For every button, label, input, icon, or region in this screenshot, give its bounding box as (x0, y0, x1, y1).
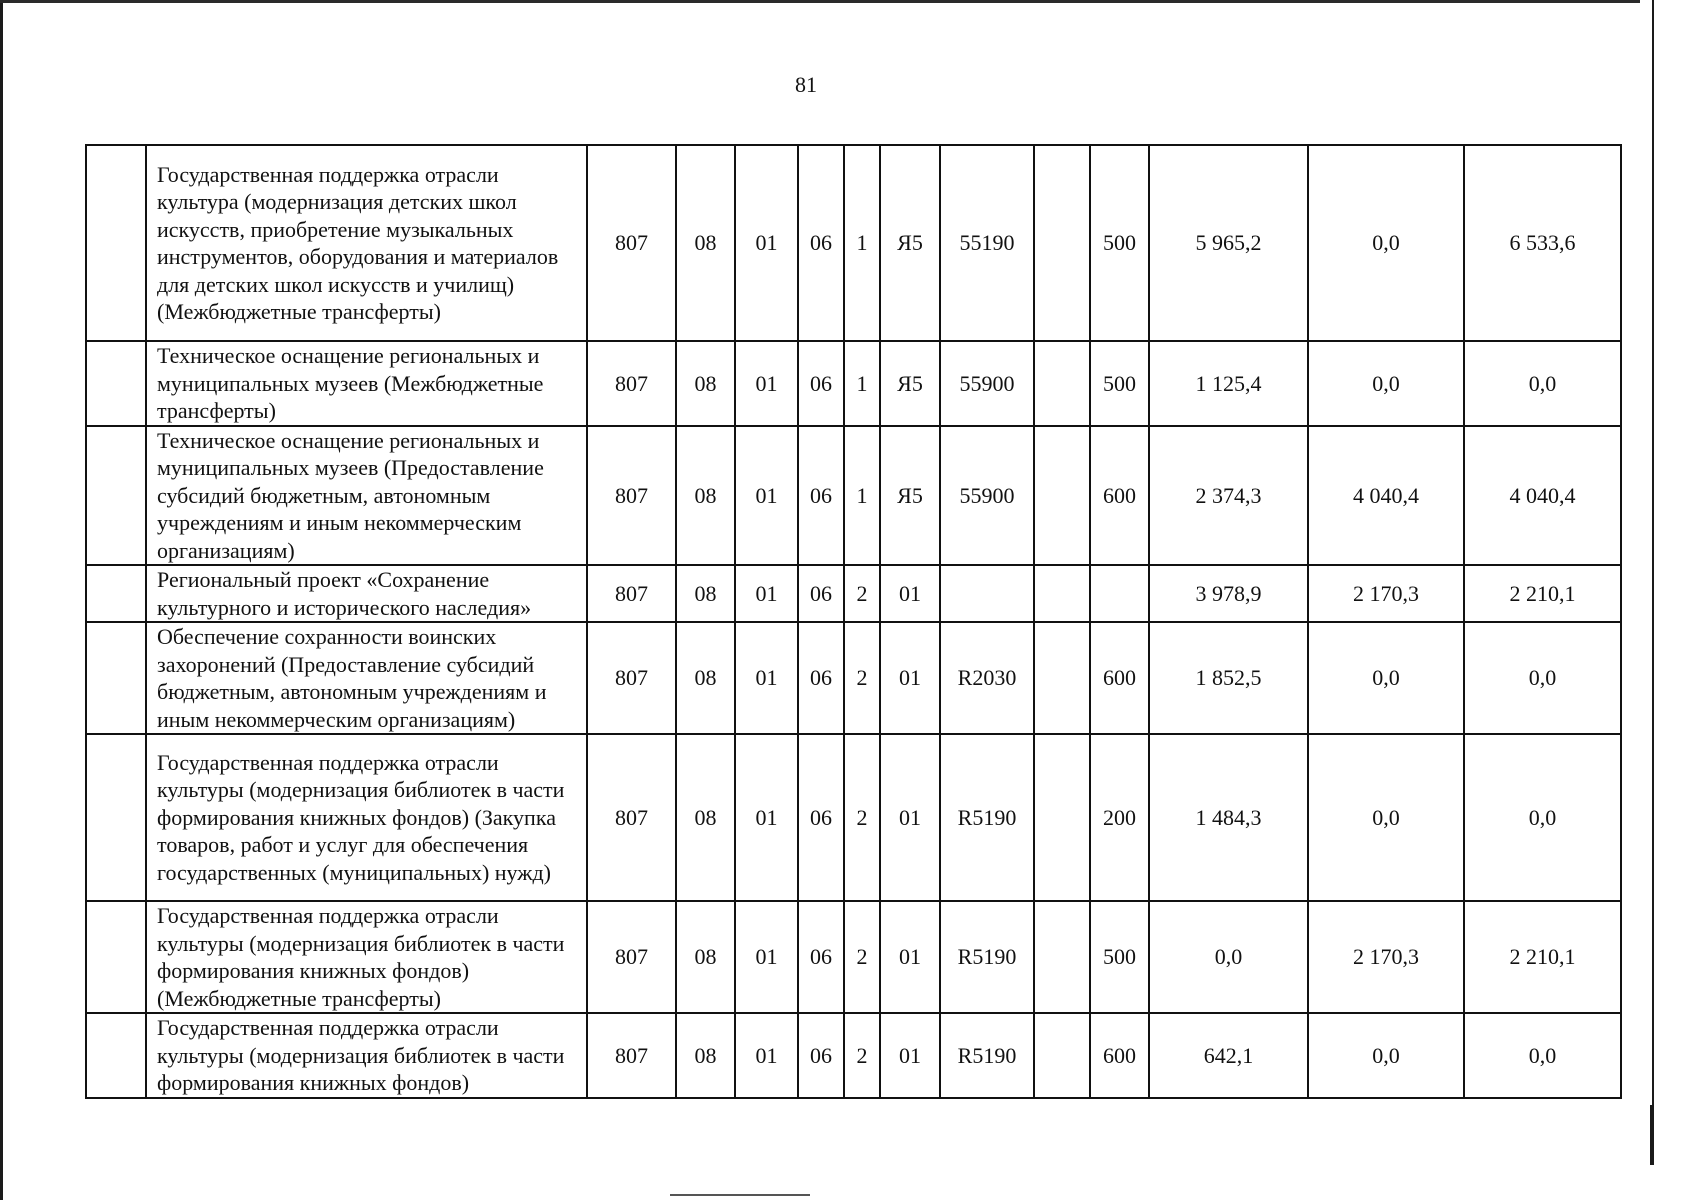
code-cell: 1 (844, 145, 880, 341)
code-cell: 06 (798, 1013, 844, 1098)
code-cell: 06 (798, 565, 844, 622)
code-cell: 2 (844, 622, 880, 734)
row-index-cell (86, 341, 146, 426)
code-cell: 01 (735, 901, 798, 1013)
code-cell (1034, 734, 1090, 901)
code-cell (1034, 426, 1090, 566)
expense-type-cell: 500 (1090, 341, 1149, 426)
code-cell (1034, 622, 1090, 734)
code-cell: 2 (844, 901, 880, 1013)
scan-tick-right (1650, 1105, 1652, 1165)
code-cell: Я5 (880, 341, 940, 426)
amount-cell: 0,0 (1464, 1013, 1621, 1098)
expense-type-cell: 600 (1090, 1013, 1149, 1098)
code-cell: 807 (587, 426, 676, 566)
row-index-cell (86, 734, 146, 901)
code-cell: 06 (798, 145, 844, 341)
table-row (86, 145, 1621, 341)
code-cell (940, 565, 1034, 622)
code-cell: 08 (676, 734, 735, 901)
table-row (86, 565, 1621, 622)
table-body (86, 145, 1621, 1098)
table-row (86, 1013, 1621, 1098)
amount-cell: 0,0 (1308, 145, 1464, 341)
code-cell: 01 (880, 622, 940, 734)
amount-cell: 1 125,4 (1149, 341, 1308, 426)
scan-bottom-mark (670, 1194, 810, 1196)
code-cell: 06 (798, 426, 844, 566)
table-row (86, 341, 1621, 426)
code-cell: 1 (844, 341, 880, 426)
scan-border-right (1652, 0, 1654, 1165)
code-cell: 807 (587, 622, 676, 734)
code-cell (1034, 565, 1090, 622)
code-cell: 807 (587, 145, 676, 341)
expense-type-cell: 500 (1090, 901, 1149, 1013)
code-cell: R5190 (940, 734, 1034, 901)
amount-cell: 0,0 (1308, 734, 1464, 901)
code-cell: 807 (587, 1013, 676, 1098)
code-cell: 55190 (940, 145, 1034, 341)
amount-cell: 0,0 (1464, 734, 1621, 901)
expense-type-cell: 200 (1090, 734, 1149, 901)
code-cell: 08 (676, 145, 735, 341)
amount-cell: 0,0 (1308, 1013, 1464, 1098)
description-cell: Государственная поддержка отрасли культуры (модернизация библиотек в части формирования книжных фондов) (Закупка товаров, работ и услуг для обеспечения государственных (муниципальных) нужд) (146, 734, 587, 901)
table-row (86, 901, 1621, 1013)
amount-cell: 1 852,5 (1149, 622, 1308, 734)
code-cell: 01 (735, 1013, 798, 1098)
code-cell (1034, 145, 1090, 341)
code-cell: 06 (798, 734, 844, 901)
code-cell: 01 (880, 734, 940, 901)
code-cell: 01 (735, 145, 798, 341)
code-cell: 01 (880, 901, 940, 1013)
amount-cell: 642,1 (1149, 1013, 1308, 1098)
description-cell: Государственная поддержка отрасли культура (модернизация детских школ искусств, приобретение музыкальных инструментов, оборудования и материалов для детских школ искусств и училищ) (Межбюджетные трансферты) (146, 145, 587, 341)
row-index-cell (86, 901, 146, 1013)
amount-cell: 0,0 (1149, 901, 1308, 1013)
description-cell: Обеспечение сохранности воинских захоронений (Предоставление субсидий бюджетным, автономным учреждениям и иным некоммерческим организациям) (146, 622, 587, 734)
amount-cell: 5 965,2 (1149, 145, 1308, 341)
row-index-cell (86, 1013, 146, 1098)
code-cell (1034, 1013, 1090, 1098)
code-cell: Я5 (880, 145, 940, 341)
code-cell: 807 (587, 734, 676, 901)
code-cell: R2030 (940, 622, 1034, 734)
description-cell: Государственная поддержка отрасли культуры (модернизация библиотек в части формирования книжных фондов) (Межбюджетные трансферты) (146, 901, 587, 1013)
code-cell (1034, 901, 1090, 1013)
amount-cell: 0,0 (1308, 622, 1464, 734)
description-cell: Техническое оснащение региональных и муниципальных музеев (Предоставление субсидий бюджетным, автономным учреждениям и иным некоммерческим организациям) (146, 426, 587, 566)
description-cell: Региональный проект «Сохранение культурного и исторического наследия» (146, 565, 587, 622)
table-row (86, 426, 1621, 566)
amount-cell: 2 170,3 (1308, 901, 1464, 1013)
amount-cell: 2 374,3 (1149, 426, 1308, 566)
scan-border-left (0, 0, 3, 1200)
expense-type-cell: 500 (1090, 145, 1149, 341)
expense-type-cell: 600 (1090, 426, 1149, 566)
code-cell: 06 (798, 622, 844, 734)
amount-cell: 0,0 (1464, 622, 1621, 734)
amount-cell: 2 210,1 (1464, 565, 1621, 622)
row-index-cell (86, 565, 146, 622)
code-cell: 08 (676, 901, 735, 1013)
expense-type-cell: 600 (1090, 622, 1149, 734)
code-cell: 2 (844, 734, 880, 901)
row-index-cell (86, 622, 146, 734)
amount-cell: 0,0 (1464, 341, 1621, 426)
table-row (86, 622, 1621, 734)
code-cell: 2 (844, 565, 880, 622)
code-cell: 01 (880, 1013, 940, 1098)
row-index-cell (86, 145, 146, 341)
code-cell: R5190 (940, 901, 1034, 1013)
code-cell: 08 (676, 341, 735, 426)
code-cell: 55900 (940, 341, 1034, 426)
code-cell: 01 (735, 341, 798, 426)
code-cell: 08 (676, 565, 735, 622)
code-cell: 55900 (940, 426, 1034, 566)
code-cell: 01 (735, 622, 798, 734)
row-index-cell (86, 426, 146, 566)
code-cell: Я5 (880, 426, 940, 566)
code-cell: 01 (880, 565, 940, 622)
code-cell: 08 (676, 622, 735, 734)
page-number: 81 (795, 72, 817, 97)
code-cell: 807 (587, 341, 676, 426)
code-cell: 1 (844, 426, 880, 566)
amount-cell: 0,0 (1308, 341, 1464, 426)
amount-cell: 2 170,3 (1308, 565, 1464, 622)
amount-cell: 1 484,3 (1149, 734, 1308, 901)
code-cell: 2 (844, 1013, 880, 1098)
code-cell: 01 (735, 426, 798, 566)
code-cell: 06 (798, 901, 844, 1013)
amount-cell: 4 040,4 (1308, 426, 1464, 566)
amount-cell: 4 040,4 (1464, 426, 1621, 566)
code-cell: 06 (798, 341, 844, 426)
amount-cell: 3 978,9 (1149, 565, 1308, 622)
scan-border-top (0, 0, 1640, 3)
expense-type-cell (1090, 565, 1149, 622)
code-cell: 08 (676, 1013, 735, 1098)
budget-table (85, 144, 1622, 1099)
code-cell: 807 (587, 901, 676, 1013)
code-cell (1034, 341, 1090, 426)
amount-cell: 6 533,6 (1464, 145, 1621, 341)
code-cell: R5190 (940, 1013, 1034, 1098)
code-cell: 08 (676, 426, 735, 566)
code-cell: 01 (735, 734, 798, 901)
code-cell: 807 (587, 565, 676, 622)
description-cell: Техническое оснащение региональных и муниципальных музеев (Межбюджетные трансферты) (146, 341, 587, 426)
amount-cell: 2 210,1 (1464, 901, 1621, 1013)
code-cell: 01 (735, 565, 798, 622)
table-row (86, 734, 1621, 901)
description-cell: Государственная поддержка отрасли культуры (модернизация библиотек в части формирования книжных фондов) (146, 1013, 587, 1098)
